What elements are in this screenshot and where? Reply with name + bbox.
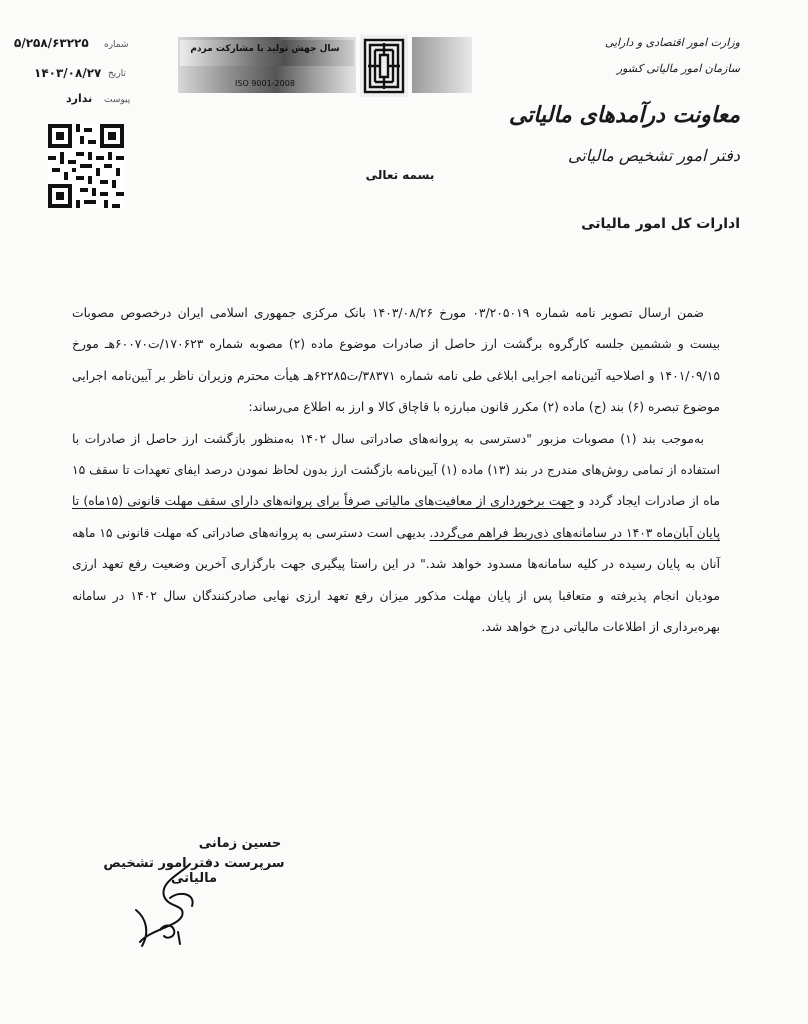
office-title: دفتر امور تشخیص مالیاتی (568, 146, 740, 165)
ministry-name: وزارت امور اقتصادی و دارایی (604, 36, 740, 49)
header-banner-right (412, 37, 472, 93)
year-slogan: سال جهش تولید با مشارکت مردم (190, 44, 340, 54)
deputy-title: معاونت درآمدهای مالیاتی (508, 102, 740, 128)
bismillah: بسمه تعالی (365, 168, 435, 182)
signatory-name: حسین زمانی (198, 836, 282, 851)
body-paragraph-1: ضمن ارسال تصویر نامه شماره ۰۳/۲۰۵۰۱۹ مورخ ۱۴۰۳/۰۸/۲۶ بانک مرکزی جمهوری اسلامی ایران درخصوص مصوبات بیست و ششمین جلسه کارگروه برگشت ارز حاصل از صادرات موضوع ماده (۲) مصوبه شماره ۱۷۰۶۲۳/ت۶۰۰۷۰هـ مورخ ۱۴۰۱/۰۹/۱۵ و اصلاحیه آئین‌نامه اجرایی ابلاغی طی نامه شماره ۳۸۳۷۱/ت۶۲۲۸۵هـ هیأت محترم وزیران ناظر بر آیین‌نامه اجرایی موضوع تبصره (۶) بند (ح) ماده (۲) مکرر قانون مبارزه با قاچاق کالا و ارز به اطلاع می‌رساند: (72, 306, 721, 415)
iso-label: ISO 9001-2008 (235, 79, 295, 88)
letter-number-label: شماره (104, 40, 129, 50)
tax-organization-logo-icon (360, 35, 408, 97)
body-underlined-passage: جهت برخورداری از معافیت‌های مالیاتی صرفاً برای پروانه‌های دارای سقف مهلت قانونی (۱۵ماه) تا پایان آبان‌ماه ۱۴۰۳ در سامانه‌های ذی‌ربط فراهم می‌گردد. (72, 494, 720, 540)
letter-date-label: تاریخ (108, 69, 126, 79)
qr-code-icon[interactable] (48, 124, 124, 208)
signature-icon (120, 860, 230, 950)
signatory-title: سرپرست دفتر امور تشخیص مالیاتی (103, 856, 285, 886)
body-paragraph-2 (72, 424, 720, 644)
letter-attachment-label: پیوست (104, 95, 131, 105)
letter-attachment: ندارد (66, 92, 93, 105)
body-paragraph-2-end: بدیهی است دسترسی به پروانه‌های صادراتی که مهلت قانونی ۱۵ ماهه آنان به پایان رسیده در کلیه سامانه‌ها مسدود خواهد شد." در این راستا پیگیری جهت بارگزاری آخرین وضعیت رفع تعهد ارزی مودیان انجام پذیرفته و متعاقبا پس از پایان مهلت مذکور میزان رفع تعهد ارزی نهایی صادرکنندگان سال ۱۴۰۲ در سامانه بهره‌برداری از اطلاعات مالیاتی درج خواهد شد. (72, 525, 720, 635)
body-paragraph-2-start: به‌موجب بند (۱) مصوبات مزبور "دسترسی به پروانه‌های صادراتی سال ۱۴۰۲ به‌منظور بازگشت ارز حاصل از صادرات با استفاده از تمامی روش‌های مندرج در بند (۱۳) ماده (۱) آیین‌نامه بازگشت ارز بدون لحاظ نمودن درصد ایفای تعهدات تا سقف ۱۵ ماه از صادرات ایجاد گردد و (72, 431, 721, 509)
letter-date: ۱۴۰۳/۰۸/۲۷ (34, 66, 102, 80)
organization-name: سازمان امور مالیاتی کشور (616, 62, 740, 75)
letter-body (72, 298, 720, 643)
addressee: ادارات کل امور مالیاتی (581, 216, 740, 232)
letter-number: ۵/۲۵۸/۶۳۲۲۵ (14, 36, 89, 50)
